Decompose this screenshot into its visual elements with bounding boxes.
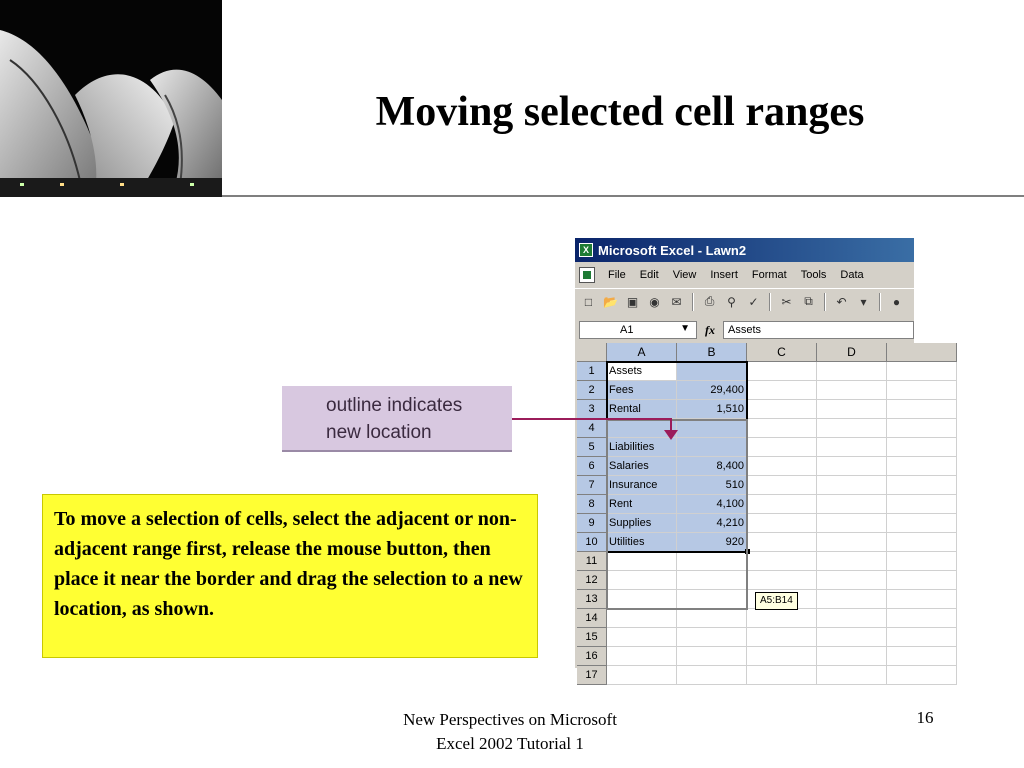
cell-c10[interactable]	[747, 533, 817, 552]
cell-e3[interactable]	[887, 400, 957, 419]
menu-view[interactable]: View	[672, 269, 697, 281]
menu-edit[interactable]: Edit	[639, 269, 659, 281]
cell-e17[interactable]	[887, 666, 957, 685]
column-header-c[interactable]: C	[747, 343, 817, 362]
cell-e6[interactable]	[887, 457, 957, 476]
cell-e15[interactable]	[887, 628, 957, 647]
opera-house-photo	[0, 0, 222, 197]
cell-c5[interactable]	[747, 438, 817, 457]
toolbar-separator	[879, 293, 881, 311]
title-divider	[222, 195, 1024, 197]
print-icon[interactable]: ⎙	[704, 294, 715, 308]
cell-e4[interactable]	[887, 419, 957, 438]
menu-format[interactable]: Format	[751, 269, 787, 281]
cell-a14[interactable]	[607, 609, 677, 628]
cell-b11[interactable]	[677, 552, 747, 571]
formula-value: Assets	[728, 324, 762, 336]
cell-d5[interactable]	[817, 438, 887, 457]
cell-b16[interactable]	[677, 647, 747, 666]
cell-c16[interactable]	[747, 647, 817, 666]
cell-b1[interactable]	[677, 362, 747, 381]
column-header-e[interactable]	[887, 343, 957, 362]
cell-c9[interactable]	[747, 514, 817, 533]
cell-e7[interactable]	[887, 476, 957, 495]
callout-line2: new location	[326, 422, 432, 443]
cell-e2[interactable]	[887, 381, 957, 400]
cell-b12[interactable]	[677, 571, 747, 590]
open-icon[interactable]: 📂	[603, 294, 618, 309]
menu-insert[interactable]: Insert	[710, 269, 738, 281]
cell-a6[interactable]: Salaries	[607, 457, 677, 476]
cell-c17[interactable]	[747, 666, 817, 685]
cell-b6[interactable]: 8,400	[677, 457, 747, 476]
excel-app-icon[interactable]: X	[579, 243, 593, 257]
cell-e1[interactable]	[887, 362, 957, 381]
cell-e12[interactable]	[887, 571, 957, 590]
cell-b15[interactable]	[677, 628, 747, 647]
cell-e11[interactable]	[887, 552, 957, 571]
column-header-d[interactable]: D	[817, 343, 887, 362]
undo-icon[interactable]: ↶	[836, 294, 847, 309]
footer-line2: Excel 2002 Tutorial 1	[436, 734, 584, 753]
print-preview-icon[interactable]: ⚲	[727, 294, 736, 309]
cell-c1[interactable]	[747, 362, 817, 381]
row-header-13[interactable]: 13	[577, 590, 607, 609]
cell-e8[interactable]	[887, 495, 957, 514]
cell-d1[interactable]	[817, 362, 887, 381]
row-header-9[interactable]: 9	[577, 514, 607, 533]
cell-a17[interactable]	[607, 666, 677, 685]
save-icon[interactable]: ▣	[626, 294, 639, 309]
cell-d6[interactable]	[817, 457, 887, 476]
formula-bar	[575, 318, 914, 342]
slide-title: Moving selected cell ranges	[375, 89, 865, 135]
row-header-4[interactable]: 4	[577, 419, 607, 438]
select-all-corner[interactable]	[577, 343, 607, 362]
cell-b17[interactable]	[677, 666, 747, 685]
cell-a16[interactable]	[607, 647, 677, 666]
cell-a8[interactable]: Rent	[607, 495, 677, 514]
menu-tools[interactable]: Tools	[800, 269, 827, 281]
name-box[interactable]	[579, 321, 697, 339]
cell-d3[interactable]	[817, 400, 887, 419]
cell-d11[interactable]	[817, 552, 887, 571]
permission-icon[interactable]: ◉	[649, 294, 660, 309]
chevron-down-icon[interactable]: ▼	[680, 323, 690, 334]
page-number: 16	[916, 708, 934, 727]
cut-icon[interactable]: ✂	[781, 294, 792, 309]
toolbar-separator	[769, 293, 771, 311]
cell-b3[interactable]: 1,510	[677, 400, 747, 419]
cell-c14[interactable]	[747, 609, 817, 628]
row-header-2[interactable]: 2	[577, 381, 607, 400]
cell-e9[interactable]	[887, 514, 957, 533]
menu-file[interactable]: File	[608, 269, 626, 281]
row-header-3[interactable]: 3	[577, 400, 607, 419]
web-icon[interactable]: ●	[892, 294, 901, 309]
cell-e10[interactable]	[887, 533, 957, 552]
excel-window	[575, 238, 914, 681]
cell-d4[interactable]	[817, 419, 887, 438]
row-header-6[interactable]: 6	[577, 457, 607, 476]
cell-d14[interactable]	[817, 609, 887, 628]
copy-icon[interactable]: ⧉	[804, 294, 813, 308]
cell-b14[interactable]	[677, 609, 747, 628]
cell-c15[interactable]	[747, 628, 817, 647]
cell-c12[interactable]	[747, 571, 817, 590]
cell-a15[interactable]	[607, 628, 677, 647]
cell-d2[interactable]	[817, 381, 887, 400]
footer-line1: New Perspectives on Microsoft	[403, 710, 617, 729]
cell-e5[interactable]	[887, 438, 957, 457]
cell-c2[interactable]	[747, 381, 817, 400]
cell-a13[interactable]	[607, 590, 677, 609]
cell-c6[interactable]	[747, 457, 817, 476]
cell-d10[interactable]	[817, 533, 887, 552]
row-header-17[interactable]: 17	[577, 666, 607, 685]
undo-dropdown-icon[interactable]: ▾	[860, 294, 867, 309]
new-icon[interactable]: □	[584, 294, 593, 309]
cell-b4[interactable]	[677, 419, 747, 438]
drag-range-tooltip: A5:B14	[755, 592, 798, 610]
row-header-14[interactable]: 14	[577, 609, 607, 628]
callout-box	[282, 386, 512, 452]
toolbar-separator	[824, 293, 826, 311]
worksheet-grid[interactable]	[577, 343, 914, 681]
formula-input[interactable]	[723, 321, 914, 339]
cell-c8[interactable]	[747, 495, 817, 514]
fill-handle[interactable]	[745, 549, 750, 554]
cell-c4[interactable]	[747, 419, 817, 438]
cell-d15[interactable]	[817, 628, 887, 647]
window-title: Microsoft Excel - Lawn2	[598, 242, 747, 258]
email-icon[interactable]: ✉	[671, 294, 682, 309]
cell-d13[interactable]	[817, 590, 887, 609]
cell-a2[interactable]: Fees	[607, 381, 677, 400]
callout-line1: outline indicates	[326, 395, 463, 416]
cell-d12[interactable]	[817, 571, 887, 590]
insert-function-icon[interactable]: fx	[705, 322, 715, 337]
menu-bar	[575, 264, 914, 286]
cell-a10[interactable]: Utilities	[607, 533, 677, 552]
column-header-a[interactable]: A	[607, 343, 677, 362]
cell-d8[interactable]	[817, 495, 887, 514]
cell-b5[interactable]	[677, 438, 747, 457]
row-header-7[interactable]: 7	[577, 476, 607, 495]
row-header-11[interactable]: 11	[577, 552, 607, 571]
cell-e13[interactable]	[887, 590, 957, 609]
cell-d16[interactable]	[817, 647, 887, 666]
menu-data[interactable]: Data	[840, 269, 864, 281]
row-header-10[interactable]: 10	[577, 533, 607, 552]
cell-b7[interactable]: 510	[677, 476, 747, 495]
cell-d9[interactable]	[817, 514, 887, 533]
toolbar-separator	[692, 293, 694, 311]
cell-a12[interactable]	[607, 571, 677, 590]
instruction-note: To move a selection of cells, select the adjacent or non-adjacent range first, release the mouse button, then place it near the border and drag the selection to a new location, as shown.	[42, 494, 538, 658]
cell-a9[interactable]: Supplies	[607, 514, 677, 533]
cell-d7[interactable]	[817, 476, 887, 495]
row-header-15[interactable]: 15	[577, 628, 607, 647]
cell-b8[interactable]: 4,100	[677, 495, 747, 514]
name-box-value: A1	[620, 324, 634, 336]
cell-a7[interactable]: Insurance	[607, 476, 677, 495]
row-header-12[interactable]: 12	[577, 571, 607, 590]
column-header-b[interactable]: B	[677, 343, 747, 362]
spelling-icon[interactable]: ✓	[748, 294, 759, 309]
cell-c11[interactable]	[747, 552, 817, 571]
cell-a1[interactable]: Assets	[607, 362, 677, 381]
row-header-5[interactable]: 5	[577, 438, 607, 457]
cell-b2[interactable]: 29,400	[677, 381, 747, 400]
footer-text	[380, 708, 640, 756]
row-header-16[interactable]: 16	[577, 647, 607, 666]
row-header-1[interactable]: 1	[577, 362, 607, 381]
workbook-icon[interactable]	[579, 267, 595, 283]
callout-arrow-icon	[664, 430, 678, 440]
cell-b9[interactable]: 4,210	[677, 514, 747, 533]
cell-a3[interactable]: Rental	[607, 400, 677, 419]
cell-b10[interactable]: 920	[677, 533, 747, 552]
cell-a11[interactable]	[607, 552, 677, 571]
callout-connector	[512, 418, 672, 420]
cell-a5[interactable]: Liabilities	[607, 438, 677, 457]
cell-b13[interactable]	[677, 590, 747, 609]
cell-e14[interactable]	[887, 609, 957, 628]
cell-d17[interactable]	[817, 666, 887, 685]
cell-c3[interactable]	[747, 400, 817, 419]
row-header-8[interactable]: 8	[577, 495, 607, 514]
standard-toolbar	[575, 288, 914, 314]
cell-e16[interactable]	[887, 647, 957, 666]
cell-c7[interactable]	[747, 476, 817, 495]
excel-title-bar[interactable]	[575, 238, 914, 262]
